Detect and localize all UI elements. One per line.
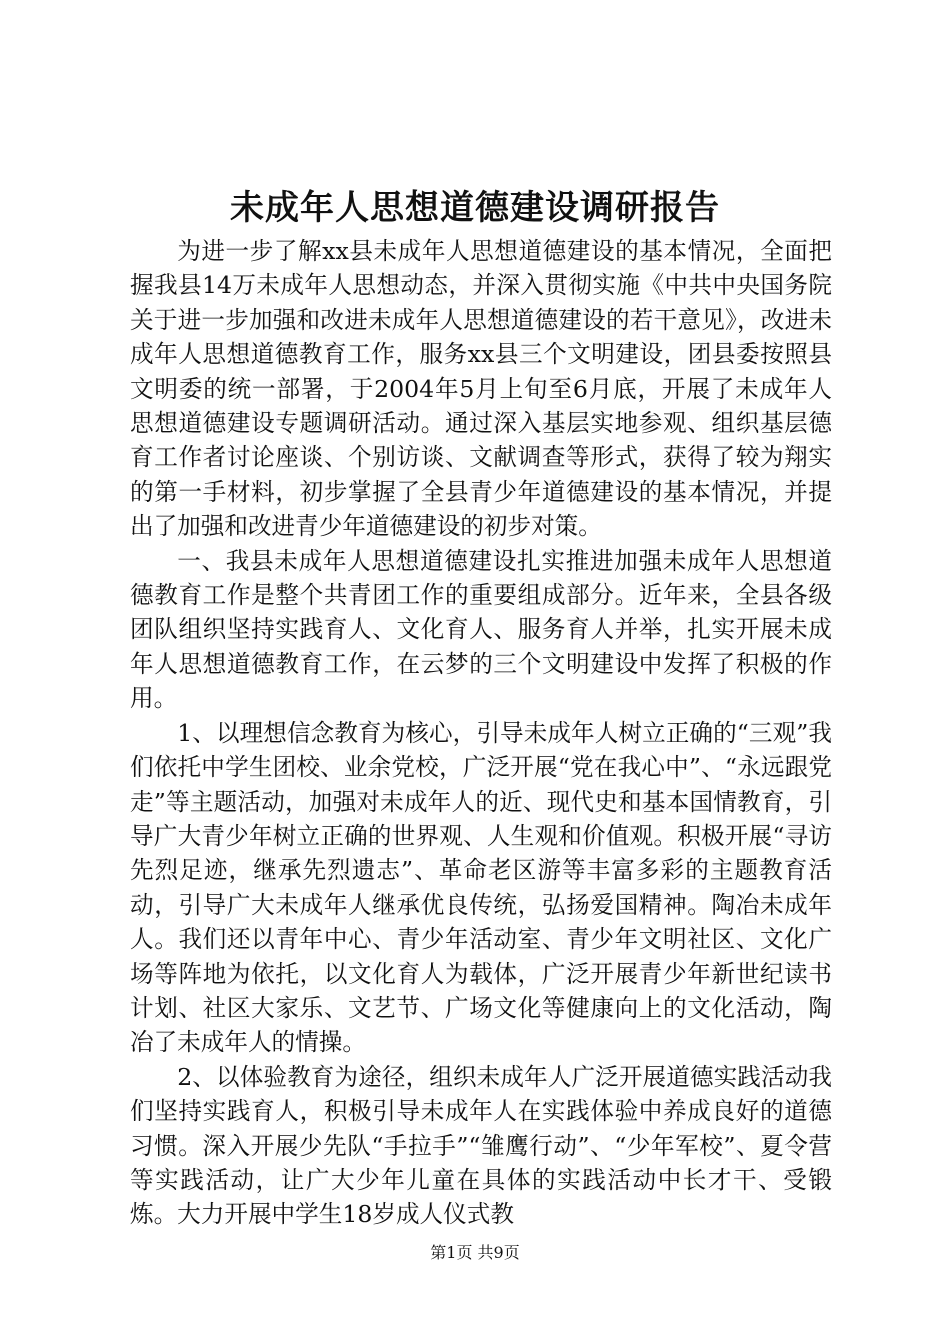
paragraph-item-two: 2、以体验教育为途径，组织未成年人广泛开展道德实践活动我们坚持实践育人，积极引导未成年人在实践体验中养成良好的道德习惯。深入开展少先队“手拉手”“雏鹰行动”、“少年军校”、夏令营等实践活动，让广大少年儿童在具体的实践活动中长才干、受锻炼。大力开展中学生18岁成人仪式教 [130, 1062, 832, 1229]
document-body [130, 234, 832, 1232]
paragraph-intro: 为进一步了解xx县未成年人思想道德建设的基本情况，全面把握我县14万未成年人思想动态，并深入贯彻实施《中共中央国务院关于进一步加强和改进未成年人思想道德建设的若干意见》，改进未成年人思想道德教育工作，服务xx县三个文明建设，团县委按照县文明委的统一部署，于2004年5月上旬至6月底，开展了未成年人思想道德建设专题调研活动。通过深入基层实地参观、组织基层德育工作者讨论座谈、个别访谈、文献调查等形式，获得了较为翔实的第一手材料，初步掌握了全县青少年道德建设的基本情况，并提出了加强和改进青少年道德建设的初步对策。 [130, 237, 832, 541]
document-title: 未成年人思想道德建设调研报告 [230, 188, 720, 228]
paragraph-item-one: 1、以理想信念教育为核心，引导未成年人树立正确的“三观”我们依托中学生团校、业余党校，广泛开展“党在我心中”、“永远跟党走”等主题活动，加强对未成年人的近、现代史和基本国情教育，引导广大青少年树立正确的世界观、人生观和价值观。积极开展“寻访先烈足迹，继承先烈遗志”、革命老区游等丰富多彩的主题教育活动，引导广大未成年人继承优良传统，弘扬爱国精神。陶冶未成年人。我们还以青年中心、青少年活动室、青少年文明社区、文化广场等阵地为依托，以文化育人为载体，广泛开展青少年新世纪读书计划、社区大家乐、文艺节、广场文化等健康向上的文化活动，陶冶了未成年人的情操。 [130, 718, 832, 1057]
paragraph-section-one: 一、我县未成年人思想道德建设扎实推进加强未成年人思想道德教育工作是整个共青团工作的重要组成部分。近年来，全县各级团队组织坚持实践育人、文化育人、服务育人并举，扎实开展未成年人思想道德教育工作，在云梦的三个文明建设中发挥了积极的作用。 [130, 546, 832, 713]
page-number-footer: 第1页 共9页 [430, 1243, 520, 1262]
